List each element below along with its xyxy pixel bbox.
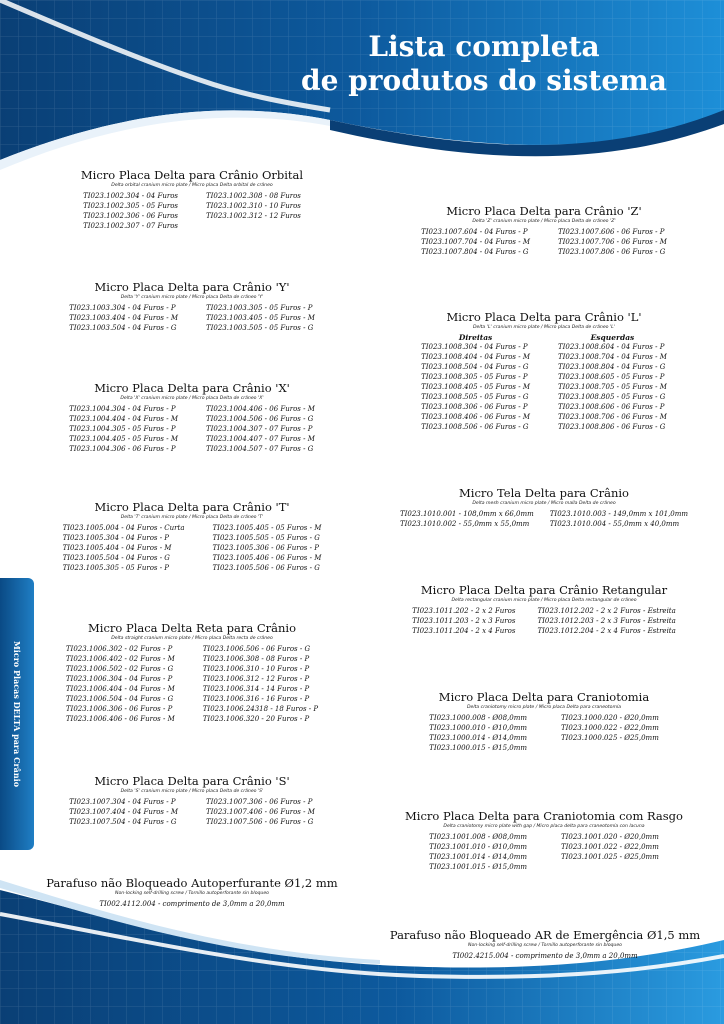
product-item: TI023.1007.806 - 06 Furos - G: [558, 248, 666, 256]
section-l: [394, 310, 694, 432]
section-parafuso-12: [34, 876, 350, 909]
product-item: TI023.1008.505 - 05 Furos - G: [421, 393, 529, 401]
section-t: [44, 500, 340, 573]
product-item: TI023.1006.316 - 16 Furos - P: [202, 695, 310, 703]
product-item: TI023.1007.504 - 04 Furos - G: [69, 818, 177, 826]
product-item: TI023.1000.020 - Ø20,0mm: [561, 714, 659, 722]
section-s: [44, 774, 340, 827]
product-item: TI023.1007.304 - 04 Furos - P: [69, 798, 176, 806]
section-subtitle: Delta 'T' cranium micro plate / Micro placa Delta de crâneo 'T': [120, 515, 264, 520]
item-list-left: [69, 404, 178, 454]
product-item: TI023.1008.306 - 06 Furos - P: [421, 403, 528, 411]
product-item: TI023.1005.405 - 05 Furos - M: [212, 524, 322, 532]
product-item: TI023.1001.022 - Ø22,0mm: [561, 843, 659, 851]
section-title: Micro Placa Delta para Craniotomia com Rasgo: [405, 809, 683, 823]
product-item: TI023.1001.010 - Ø10,0mm: [429, 843, 527, 851]
product-item: TI023.1004.507 - 07 Furos - G: [206, 445, 314, 453]
product-item: TI023.1008.804 - 04 Furos - G: [558, 363, 666, 371]
product-item: TI023.1002.307 - 07 Furos: [83, 222, 178, 230]
product-item: TI023.1007.604 - 04 Furos - P: [421, 228, 528, 236]
product-item: TI023.1000.025 - Ø25,0mm: [561, 734, 659, 742]
product-item: TI023.1002.304 - 04 Furos: [83, 192, 178, 200]
product-item: TI023.1004.306 - 06 Furos - P: [69, 445, 176, 453]
product-item: TI023.1007.404 - 04 Furos - M: [69, 808, 178, 816]
product-item: TI023.1004.506 - 06 Furos - G: [206, 415, 314, 423]
product-item: TI023.1004.304 - 04 Furos - P: [69, 405, 176, 413]
product-item: TI023.1008.304 - 04 Furos - P: [421, 343, 528, 351]
product-item: TI023.1002.305 - 05 Furos: [83, 202, 178, 210]
product-item: TI023.1002.308 - 08 Furos: [206, 192, 301, 200]
item-list-right: [206, 404, 315, 454]
product-item: TI023.1008.406 - 06 Furos - M: [421, 413, 530, 421]
product-item: TI023.1007.406 - 06 Furos - M: [206, 808, 315, 816]
product-item: TI023.1007.506 - 06 Furos - G: [206, 818, 314, 826]
product-item: TI023.1005.506 - 06 Furos - G: [212, 564, 320, 572]
item-list-left: [421, 227, 530, 257]
section-subtitle: Delta straight cranium micro plate / Micro placa Delta recta de crâneo: [111, 636, 273, 641]
product-item: TI023.1004.305 - 05 Furos - P: [69, 425, 176, 433]
product-item: TI023.1006.320 - 20 Furos - P: [202, 715, 310, 723]
item-list-right: [558, 227, 667, 257]
product-item: TI023.1004.307 - 07 Furos - P: [206, 425, 313, 433]
item-list-left: [66, 644, 175, 724]
product-item: TI023.1007.704 - 04 Furos - M: [421, 238, 530, 246]
section-reta: [44, 621, 340, 724]
item-list-left: [63, 523, 185, 573]
section-y: [44, 280, 340, 333]
product-item: TI023.1005.404 - 04 Furos - M: [62, 544, 172, 552]
product-item: TI023.1006.406 - 06 Furos - M: [65, 715, 175, 723]
column-header-direitas: Direitas: [458, 333, 493, 342]
product-item: TI023.1006.304 - 04 Furos - P: [65, 675, 173, 683]
item-list-right: [558, 342, 667, 432]
product-item: TI023.1007.606 - 06 Furos - P: [558, 228, 665, 236]
section-craniotomia: [394, 690, 694, 753]
item-list-left: [429, 713, 527, 753]
product-item: TI023.1000.014 - Ø14,0mm: [429, 734, 527, 742]
product-item: TI023.1008.805 - 05 Furos - G: [558, 393, 666, 401]
section-title: Micro Placa Delta Reta para Crânio: [87, 621, 297, 635]
section-subtitle: Non-locking self-drilling screw / Tornillo autoperforante sin bloqueo: [468, 943, 622, 948]
page-title: [294, 30, 674, 98]
product-item: TI023.1006.310 - 10 Furos - P: [202, 665, 310, 673]
section-retangular: [394, 583, 694, 636]
product-item: TI023.1000.015 - Ø15,0mm: [429, 744, 527, 752]
item-list-right: [206, 191, 301, 231]
product-item: TI023.1008.504 - 04 Furos - G: [421, 363, 529, 371]
section-title: Parafuso não Bloqueado Autoperfurante Ø1,2 mm: [46, 876, 338, 890]
item-list-right: [537, 606, 675, 636]
product-item: TI023.1001.008 - Ø08,0mm: [429, 833, 527, 841]
product-item: TI023.1006.402 - 02 Furos - M: [65, 655, 175, 663]
section-title: Micro Placa Delta para Crânio Orbital: [80, 168, 304, 182]
product-item: TI023.1001.015 - Ø15,0mm: [429, 863, 527, 871]
product-item: TI023.1011.204 - 2 x 4 Furos: [412, 627, 516, 635]
item-list-left: [400, 509, 534, 529]
product-item: TI023.1008.704 - 04 Furos - M: [558, 353, 667, 361]
product-item: TI023.1008.806 - 06 Furos - G: [558, 423, 666, 431]
product-item: TI023.1004.406 - 06 Furos - M: [206, 405, 315, 413]
product-item: TI023.1005.305 - 05 Furos - P: [62, 564, 170, 572]
product-item: TI023.1006.404 - 04 Furos - M: [65, 685, 175, 693]
product-item: TI023.1001.014 - Ø14,0mm: [429, 853, 527, 861]
product-item: TI023.1008.705 - 05 Furos - M: [558, 383, 667, 391]
product-item: TI023.1006.504 - 04 Furos - G: [65, 695, 174, 703]
section-z: [394, 204, 694, 257]
product-item: TI023.1000.022 - Ø22,0mm: [561, 724, 659, 732]
section-parafuso-15: [380, 928, 710, 961]
page-title-line2: de produtos do sistema: [301, 64, 667, 97]
item-list-left: [421, 342, 530, 432]
item-list-left: [69, 303, 178, 333]
section-subtitle: Delta 'S' cranium micro plate / Micro placa Delta de crâneo 'S': [120, 789, 264, 794]
section-title: Parafuso não Bloqueado AR de Emergência Ø1,5 mm: [389, 928, 701, 942]
section-subtitle: Delta 'X' cranium micro plate / Micro placa Delta de crâneo 'X': [120, 396, 264, 401]
section-subtitle: Non-locking self-drilling screw / Tornillo autoperforante sin bloqueo: [115, 891, 269, 896]
product-item: TI023.1006.306 - 06 Furos - P: [65, 705, 173, 713]
product-item: TI023.1000.010 - Ø10,0mm: [429, 724, 527, 732]
product-item: TI023.1002.306 - 06 Furos: [83, 212, 178, 220]
product-item: TI023.1012.202 - 2 x 2 Furos - Estreita: [537, 607, 676, 615]
section-tela: [394, 486, 694, 529]
product-item: TI023.1003.404 - 04 Furos - M: [69, 314, 178, 322]
page-title-line1: Lista completa: [368, 30, 600, 63]
item-list-right: [203, 644, 318, 724]
section-title: Micro Placa Delta para Crânio 'Z': [446, 204, 642, 218]
product-item: TI023.1000.008 - Ø08,0mm: [429, 714, 527, 722]
product-item: TI023.1007.706 - 06 Furos - M: [558, 238, 667, 246]
section-title: Micro Placa Delta para Crânio 'S': [94, 774, 290, 788]
product-item: TI023.1002.310 - 10 Furos: [206, 202, 301, 210]
product-item: TI023.1001.020 - Ø20,0mm: [561, 833, 659, 841]
product-item: TI023.1005.004 - 04 Furos - Curta: [62, 524, 185, 532]
product-item: TI023.1005.406 - 06 Furos - M: [212, 554, 322, 562]
side-tab-label: Micro Placas DELTA para Crânio: [12, 640, 22, 788]
product-item: TI023.1006.506 - 06 Furos - G: [202, 645, 311, 653]
product-item: TI023.1008.305 - 05 Furos - P: [421, 373, 528, 381]
product-item: TI023.1011.202 - 2 x 2 Furos: [412, 607, 516, 615]
product-item: TI023.1007.804 - 04 Furos - G: [421, 248, 529, 256]
product-item: TI023.1012.203 - 2 x 3 Furos - Estreita: [537, 617, 676, 625]
section-subtitle: Delta mesh cranium micro plate / Micro malla Delta de crâneo: [472, 501, 616, 506]
section-subtitle: Delta 'Y' cranium micro plate / Micro placa Delta de crâneo 'Y': [120, 295, 264, 300]
section-title: Micro Placa Delta para Crânio 'Y': [94, 280, 290, 294]
item-text: TI002.4112.004 - comprimento de 3,0mm a 20,0mm: [99, 900, 285, 908]
product-item: TI023.1012.204 - 2 x 4 Furos - Estreita: [537, 627, 676, 635]
product-item: TI023.1006.312 - 12 Furos - P: [202, 675, 310, 683]
item-list-right: [206, 797, 315, 827]
product-item: TI023.1005.504 - 04 Furos - G: [62, 554, 170, 562]
product-item: TI023.1005.304 - 04 Furos - P: [62, 534, 170, 542]
product-item: TI023.1001.025 - Ø25,0mm: [561, 853, 659, 861]
product-item: TI023.1008.706 - 06 Furos - M: [558, 413, 667, 421]
product-item: TI023.1010.001 - 108,0mm x 66,0mm: [399, 510, 534, 518]
product-item: TI023.1006.24318 - 18 Furos - P: [202, 705, 319, 713]
item-list-right: [561, 713, 659, 753]
item-list-right: [561, 832, 659, 872]
product-item: TI023.1006.302 - 02 Furos - P: [65, 645, 173, 653]
product-item: TI023.1003.504 - 04 Furos - G: [69, 324, 177, 332]
product-item: TI023.1004.407 - 07 Furos - M: [206, 435, 315, 443]
section-subtitle: Delta 'L' cranium micro plate / Micro placa Delta de crâneo 'L': [472, 325, 616, 330]
column-header-esquerdas: Esquerdas: [590, 333, 635, 342]
section-subtitle: Delta 'Z' cranium micro plate / Micro placa Delta de crâneo 'Z': [472, 219, 616, 224]
section-title: Micro Placa Delta para Crânio 'L': [446, 310, 642, 324]
product-item: TI023.1002.312 - 12 Furos: [206, 212, 301, 220]
product-item: TI023.1008.405 - 05 Furos - M: [421, 383, 530, 391]
product-item: TI023.1010.003 - 149,0mm x 101,0mm: [549, 510, 689, 518]
section-rasgo: [394, 809, 694, 872]
product-item: TI023.1003.304 - 04 Furos - P: [69, 304, 176, 312]
product-item: TI023.1008.604 - 04 Furos - P: [558, 343, 665, 351]
product-item: TI023.1007.306 - 06 Furos - P: [206, 798, 313, 806]
product-item: TI023.1005.505 - 05 Furos - G: [212, 534, 320, 542]
product-item: TI023.1006.308 - 08 Furos - P: [202, 655, 310, 663]
section-subtitle: Delta craniotomy micro plate with gap / Micro placa delta para craneotomía con lacuna: [443, 824, 645, 829]
item-list-right: [550, 509, 688, 529]
section-x: [44, 381, 340, 454]
product-item: TI023.1006.314 - 14 Furos - P: [202, 685, 310, 693]
section-title: Micro Placa Delta para Crânio 'T': [94, 500, 290, 514]
section-title: Micro Placa Delta para Crânio 'X': [94, 381, 290, 395]
product-item: TI023.1004.405 - 05 Furos - M: [69, 435, 178, 443]
item-list-left: [69, 797, 178, 827]
section-subtitle: Delta craniotomy micro plate / Micro placa Delta para craneotomía: [466, 705, 622, 710]
product-item: TI023.1011.203 - 2 x 3 Furos: [412, 617, 516, 625]
section-title: Micro Placa Delta para Crânio Retangular: [420, 583, 668, 597]
product-item: TI023.1004.404 - 04 Furos - M: [69, 415, 178, 423]
product-item: TI023.1003.405 - 05 Furos - M: [206, 314, 315, 322]
product-item: TI023.1010.002 - 55,0mm x 55,0mm: [399, 520, 530, 528]
item-list-right: [213, 523, 322, 573]
product-item: TI023.1008.605 - 05 Furos - P: [558, 373, 665, 381]
item-list-right: [206, 303, 315, 333]
section-title: Micro Tela Delta para Crânio: [459, 486, 629, 500]
item-text: TI002.4215.004 - comprimento de 3,0mm a 20,0mm: [452, 952, 638, 960]
product-item: TI023.1008.404 - 04 Furos - M: [421, 353, 530, 361]
product-item: TI023.1005.306 - 06 Furos - P: [212, 544, 319, 552]
product-item: TI023.1008.606 - 06 Furos - P: [558, 403, 665, 411]
section-subtitle: Delta rectangular cranium micro plate / Micro placa Delta rectangular de crâneo: [451, 598, 637, 603]
section-subtitle: Delta orbital cranium micro plate / Micro placa Delta orbital de crâneo: [111, 183, 273, 188]
section-title: Micro Placa Delta para Craniotomia: [438, 690, 650, 704]
product-item: TI023.1003.305 - 05 Furos - P: [206, 304, 313, 312]
item-list-left: [412, 606, 515, 636]
product-item: TI023.1006.502 - 02 Furos - G: [65, 665, 174, 673]
item-list-left: [429, 832, 527, 872]
section-orbital: [44, 168, 340, 231]
product-item: TI023.1003.505 - 05 Furos - G: [206, 324, 314, 332]
item-list-left: [83, 191, 178, 231]
product-item: TI023.1010.004 - 55,0mm x 40,0mm: [549, 520, 680, 528]
product-item: TI023.1008.506 - 06 Furos - G: [421, 423, 529, 431]
